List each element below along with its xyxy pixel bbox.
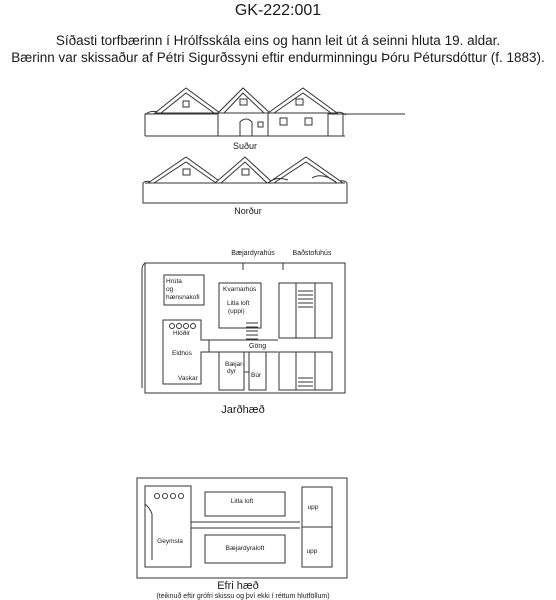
ground-floor-title: Jarðhæð xyxy=(221,404,265,416)
stairs-ground-3 xyxy=(298,378,313,386)
label-kvarnarhus: Kvarnarhús xyxy=(223,286,257,293)
label-bur: Búr xyxy=(251,372,262,379)
label-uppi: (uppi) xyxy=(228,308,245,315)
north-label: Norður xyxy=(234,206,262,216)
south-label: Suður xyxy=(232,141,258,151)
label-baejardyrahus: Bæjardyrahús xyxy=(231,250,275,257)
label-geymsla: Geymsla xyxy=(157,538,183,545)
label-baejardyraloft: Bæjardyraloft xyxy=(225,545,265,552)
upper-floor-title: Efri hæð xyxy=(217,580,259,592)
label-hlodir: Hlóðir xyxy=(173,330,190,337)
stairs-ground-1 xyxy=(246,323,258,339)
label-badstofuhus: Baðstofuhús xyxy=(292,250,332,257)
label-upper-litla-loft: Litla loft xyxy=(230,498,254,505)
label-eldhus: Eldhús xyxy=(172,350,192,357)
label-vaskar: Vaskar xyxy=(178,375,198,382)
label-upp-top: upp xyxy=(307,504,319,511)
caption-line-2: Bærinn var skissaður af Pétri Sigurðssyni eftir endurminningu Þóru Pétursdóttur (f. 1883). xyxy=(11,50,545,65)
label-hruta: Hrúta xyxy=(166,278,182,285)
south-elevation xyxy=(145,88,405,136)
label-upp-bottom: upp xyxy=(306,548,318,555)
upper-floor-plan xyxy=(137,478,347,578)
caption-line-1: Síðasti torfbærinn í Hrólfsskála eins og hann leit út á seinni hluta 19. aldar. xyxy=(55,33,501,48)
stairs-ground-2 xyxy=(298,291,313,307)
label-gong: Göng xyxy=(249,343,267,350)
label-og: og xyxy=(166,286,174,293)
label-litla-loft: Litla loft xyxy=(227,300,250,307)
label-baejar: Bæjar- xyxy=(225,361,245,368)
north-elevation xyxy=(143,157,347,203)
upper-floor-note: (teiknuð eftir grófri skissu og því ekki í réttum hlutföllum) xyxy=(156,593,330,600)
label-dyr: dyr xyxy=(227,368,237,375)
page-title: GK-222:001 xyxy=(234,2,322,19)
label-haensnakofi: hænsnakofi xyxy=(166,294,200,301)
